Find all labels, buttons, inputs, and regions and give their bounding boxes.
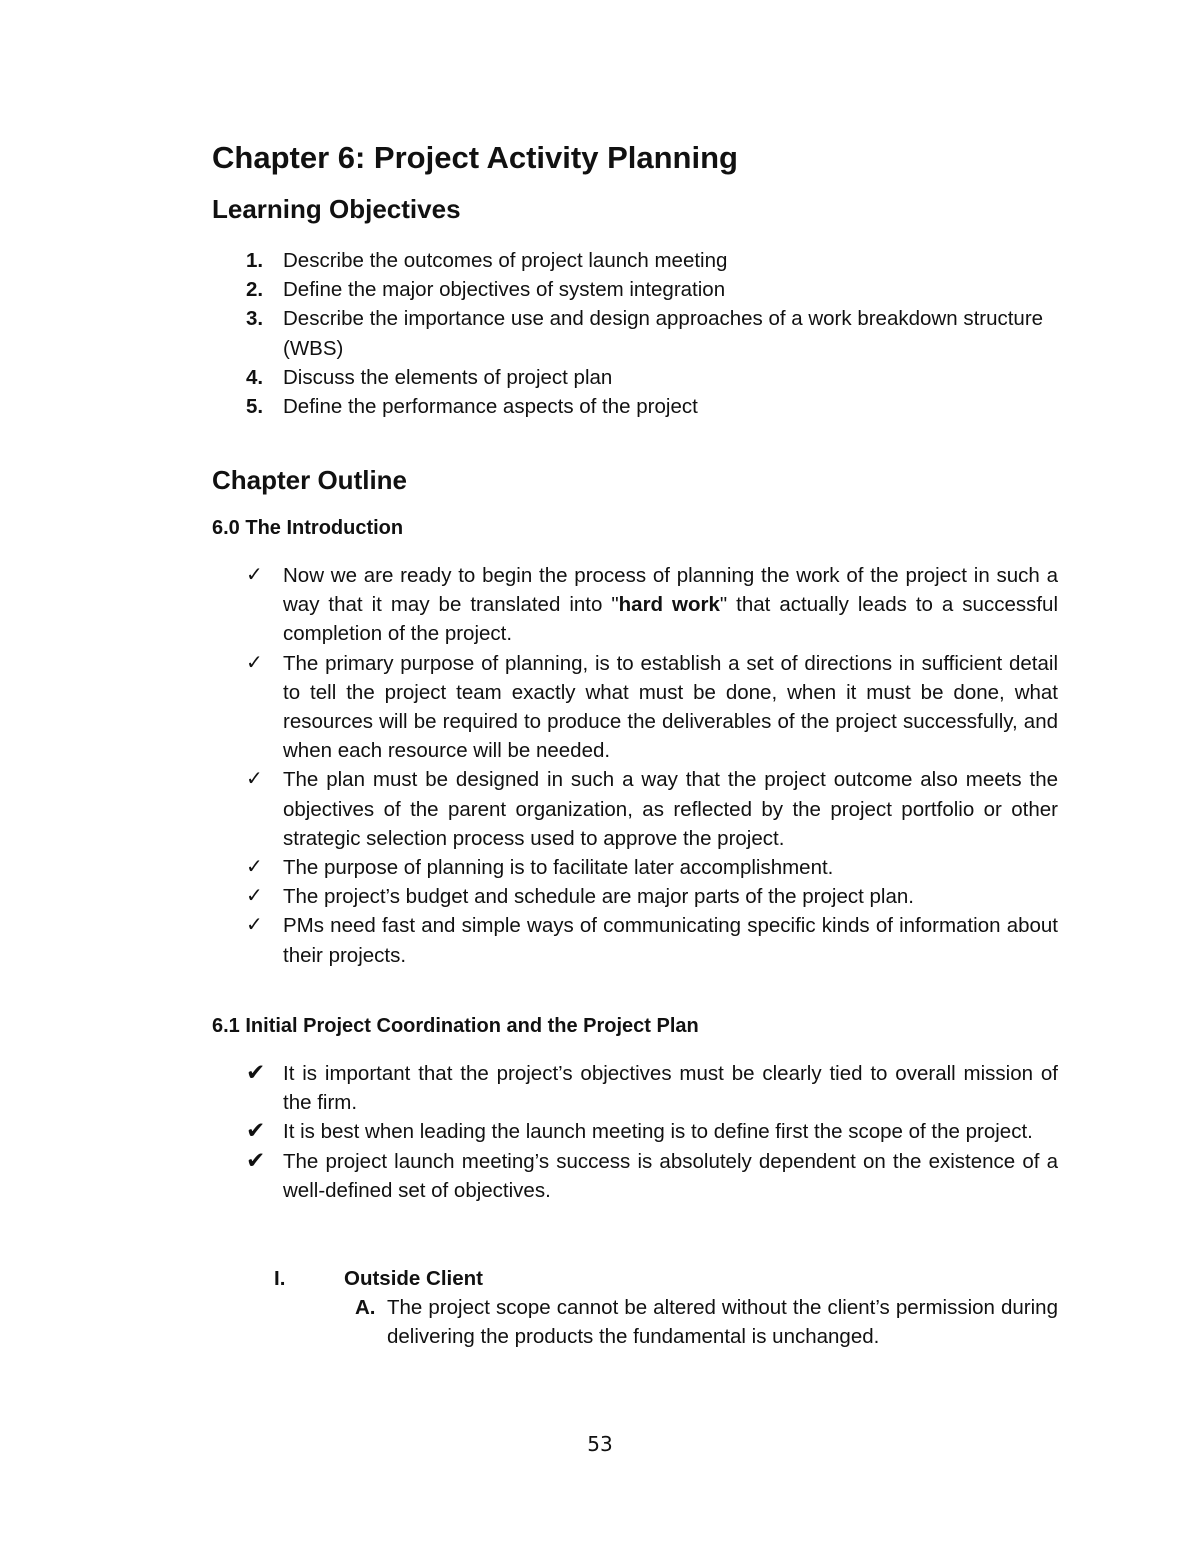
outside-client-list [355, 1293, 1058, 1351]
item-text: The plan must be designed in such a way that the project outcome also meets the objectives of the parent organization, as reflected by the project portfolio or other strategic selection process used to approve the project. [283, 768, 1058, 850]
checkmark-icon: ✔ [246, 1146, 266, 1173]
list-item [212, 561, 1058, 649]
list-item [212, 1117, 1058, 1146]
chapter-title: Chapter 6: Project Activity Planning [212, 140, 738, 175]
item-text: It is best when leading the launch meeting is to define first the scope of the project. [283, 1120, 1033, 1144]
item-text: It is important that the project’s objectives must be clearly tied to overall mission of the firm. [283, 1062, 1058, 1115]
item-text: The project’s budget and schedule are major parts of the project plan. [283, 885, 914, 909]
checkmark-icon: ✓ [246, 885, 263, 908]
item-number: 4. [246, 365, 264, 389]
item-text: Discuss the elements of project plan [283, 365, 613, 389]
checkmark-icon: ✔ [246, 1117, 266, 1144]
list-item [212, 853, 1058, 882]
list-item [355, 1293, 1058, 1351]
list-item [212, 1059, 1058, 1117]
item-text: Describe the outcomes of project launch meeting [283, 249, 728, 272]
list-item [212, 304, 1058, 362]
list-item [212, 882, 1058, 911]
checkmark-icon: ✔ [246, 1059, 266, 1085]
list-item [212, 765, 1058, 853]
list-item [212, 363, 1058, 392]
item-text: The project launch meeting’s success is absolutely dependent on the existence of a well-defined set of objectives. [283, 1149, 1058, 1202]
item-number: 5. [246, 395, 264, 419]
introduction-list [212, 561, 1058, 970]
item-text: Define the major objectives of system integration [283, 278, 726, 302]
list-item [212, 275, 1058, 304]
coordination-list [212, 1059, 1058, 1205]
checkmark-icon: ✓ [246, 768, 263, 791]
item-number: 1. [246, 249, 264, 272]
item-text: PMs need fast and simple ways of communicating specific kinds of information about their projects. [283, 914, 1058, 967]
item-text: The primary purpose of planning, is to establish a set of directions in sufficient detail to tell the project team exactly what must be done, when it must be done, what resources will be required to produce the deliverables of the project successfully, and when each resource will be needed. [283, 651, 1058, 763]
list-item [212, 246, 1058, 275]
checkmark-icon: ✓ [246, 651, 263, 674]
subsection-label: Outside Client [344, 1267, 483, 1290]
section-heading-6-1: 6.1 Initial Project Coordination and the Project Plan [212, 1015, 699, 1037]
chapter-outline-heading: Chapter Outline [212, 465, 408, 495]
item-text: The project scope cannot be altered without the client’s permission during delivering the products the fundamental is unchanged. [387, 1296, 1058, 1349]
roman-numeral: I. [274, 1267, 286, 1290]
list-item [212, 1147, 1058, 1205]
list-item [212, 911, 1058, 969]
page-number: 53 [587, 1432, 613, 1456]
section-heading-6-0: 6.0 The Introduction [212, 517, 404, 539]
checkmark-icon: ✓ [246, 914, 263, 937]
item-text: Describe the importance use and design approaches of a work breakdown structure (WBS) [283, 307, 1044, 360]
checkmark-icon: ✓ [246, 564, 263, 586]
item-text-after: " that actually leads to a successful completion of the project. [283, 593, 1058, 646]
list-item [212, 392, 1058, 421]
learning-objectives-list [212, 246, 1058, 421]
learning-objectives-heading: Learning Objectives [212, 194, 461, 224]
item-number: 2. [246, 278, 264, 302]
item-text-bold: hard work [618, 593, 720, 617]
item-number: 3. [246, 307, 264, 331]
item-text: The purpose of planning is to facilitate later accomplishment. [283, 856, 834, 880]
checkmark-icon: ✓ [246, 856, 263, 879]
item-text: Define the performance aspects of the project [283, 395, 698, 419]
item-text-before: Now we are ready to begin the process of planning the work of the project in such a way that it may be translated into " [283, 564, 1058, 617]
list-item [212, 649, 1058, 766]
item-letter: A. [355, 1296, 376, 1319]
